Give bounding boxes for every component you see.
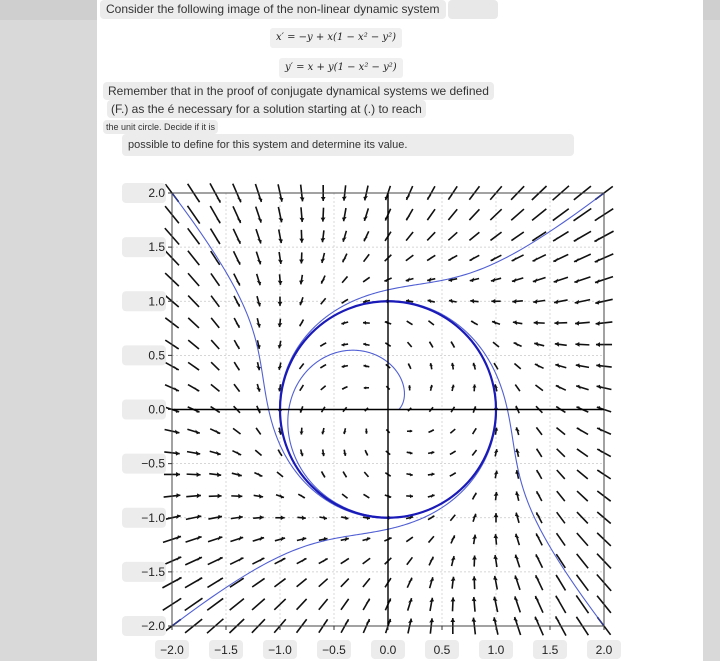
x-tick-label: 0.5 <box>433 643 451 657</box>
question-line-3: (F.) as the é necessary for a solution starting at (.) to reach <box>107 100 426 118</box>
x-tick-label: 2.0 <box>595 643 613 657</box>
equation-x: x′ = −y + x(1 − x² − y²) <box>270 28 402 48</box>
y-tick-label: 0.5 <box>148 348 165 363</box>
x-tick-label: −1.0 <box>268 643 292 657</box>
x-tick-label: 1.5 <box>541 643 559 657</box>
y-tick-label: 0.0 <box>148 402 165 417</box>
question-line-1: Consider the following image of the non-linear dynamic system <box>100 0 446 19</box>
y-tick-label: −0.5 <box>141 456 165 471</box>
y-tick-label: −1.5 <box>141 564 165 579</box>
x-tick-label: −1.5 <box>214 643 238 657</box>
x-tick-label: 1.0 <box>487 643 505 657</box>
y-tick-label: −2.0 <box>141 619 165 633</box>
question-line-4: the unit circle. Decide if it is <box>103 120 218 134</box>
y-tick-label: 1.0 <box>148 294 165 309</box>
x-tick-label: −0.5 <box>322 643 346 657</box>
x-tick-label: −2.0 <box>160 643 184 657</box>
question-line-2: Remember that in the proof of conjugate dynamical systems we defined <box>103 82 494 100</box>
y-tick-label: 2.0 <box>148 186 165 200</box>
equation-y: y′ = x + y(1 − x² − y²) <box>279 58 403 78</box>
x-tick-label: 0.0 <box>379 643 397 657</box>
question-line-5: possible to define for this system and determine its value. <box>122 134 574 156</box>
y-tick-label: −1.0 <box>141 510 165 525</box>
y-tick-label: 1.5 <box>148 240 165 255</box>
